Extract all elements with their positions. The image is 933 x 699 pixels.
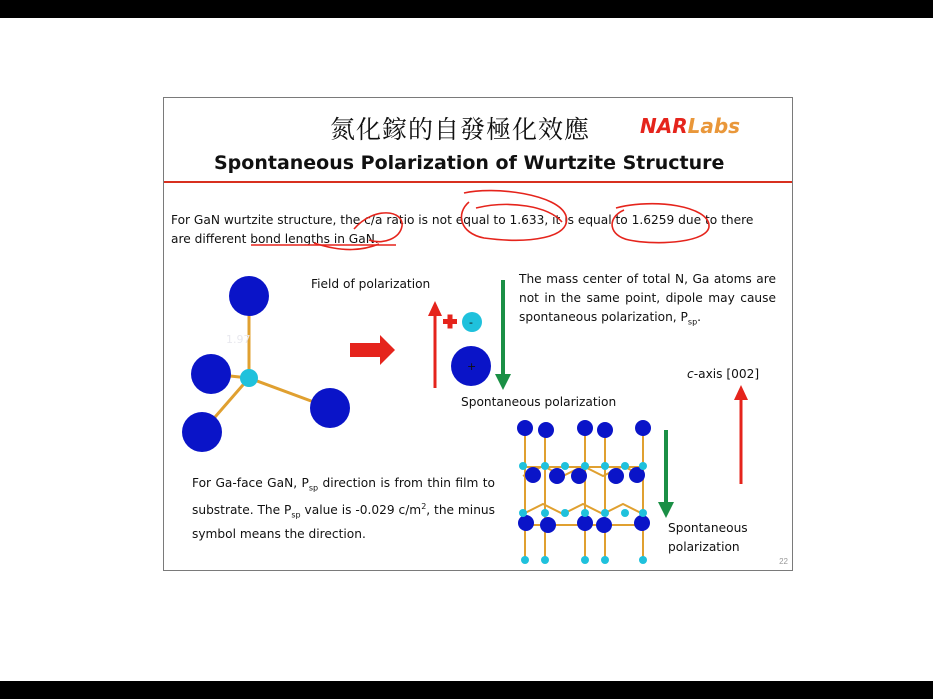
n-atom: [182, 412, 222, 452]
ga-atom: [561, 462, 569, 470]
spontaneous-polarization-label: Spontaneous polarization: [461, 395, 617, 409]
red-up-arrowhead: [428, 301, 442, 316]
ga-atom: [519, 509, 527, 517]
slide-graphics: [164, 98, 793, 571]
n-atom: [571, 468, 587, 484]
annotation-underline-2: [314, 243, 379, 250]
ga-atom: [639, 556, 647, 564]
ga-atom: [519, 462, 527, 470]
n-atom: [577, 420, 593, 436]
n-atom: [518, 515, 534, 531]
n-atom: [538, 422, 554, 438]
ga-atom: [541, 556, 549, 564]
ga-atom: [601, 509, 609, 517]
n-atom: [634, 515, 650, 531]
ga-atom: [561, 509, 569, 517]
mass-center-text: The mass center of total N, Ga atoms are not in the same point, dipole may cause spontaneous polarization, $P_{sp}$.: [519, 272, 776, 327]
annotation-circle-ca: [354, 213, 402, 242]
ga-atom: [581, 462, 589, 470]
n-atom: [525, 467, 541, 483]
ga-atom: [639, 509, 647, 517]
n-atom: [597, 422, 613, 438]
bottom-letterbox-bar: [0, 681, 933, 699]
n-atom: [191, 354, 231, 394]
minus-sign: -: [469, 316, 473, 329]
intro-line-1: For GaN wurtzite structure, the c/a ratio is not equal to 1.633, it is equal to 1.6259 due to there: [171, 213, 754, 227]
narlabs-logo: NARLabs: [640, 114, 741, 138]
ga-atom: [240, 369, 258, 387]
ga-atom: [581, 556, 589, 564]
c-axis-label: c-axis [002]: [687, 367, 760, 381]
plus-icon-vertical: [448, 315, 453, 329]
n-atom: [310, 388, 350, 428]
ga-atom: [541, 509, 549, 517]
ga-atom: [541, 462, 549, 470]
n-atom: [540, 517, 556, 533]
ga-atom: [621, 509, 629, 517]
ga-atom: [621, 462, 629, 470]
block-arrow-icon: [350, 335, 395, 365]
dipole-figure: [428, 280, 511, 390]
wurtzite-lattice: [521, 428, 645, 562]
intro-line-2: are different bond lengths in GaN.: [171, 232, 379, 246]
ga-atom: [521, 556, 529, 564]
n-atom: [229, 276, 269, 316]
n-atom: [549, 468, 565, 484]
ga-atom: [601, 556, 609, 564]
tetrahedral-structure: [182, 276, 350, 452]
c-axis-arrowhead: [734, 385, 748, 400]
n-atom: [608, 468, 624, 484]
top-letterbox-bar: [0, 0, 933, 18]
field-of-polarization-label: Field of polarization: [311, 277, 431, 291]
page-number: 22: [779, 557, 788, 566]
n-atom: [635, 420, 651, 436]
ga-atom: [601, 462, 609, 470]
n-atom: [596, 517, 612, 533]
ga-face-description: For Ga-face GaN, $P_{sp}$ direction is from thin film to substrate. The $P_{sp}$ value is -0.029 $c/m^2$, the minus symbol means the direction.: [192, 476, 495, 541]
spontaneous-polarization-label-2: Spontaneous polarization: [668, 521, 748, 554]
presentation-slide: [163, 97, 793, 571]
green-down-arrowhead: [495, 374, 511, 390]
annotation-circle-16259: [612, 204, 709, 243]
hand-drawn-annotations: [251, 191, 709, 250]
slide-title-english: Spontaneous Polarization of Wurtzite Structure: [214, 152, 725, 174]
plus-sign: +: [467, 360, 477, 373]
bond-length-label: 1.97: [226, 333, 251, 346]
annotation-circle-ratio: [461, 191, 566, 241]
n-atom: [517, 420, 533, 436]
n-atom: [577, 515, 593, 531]
ga-atom: [639, 462, 647, 470]
slide-title-chinese: 氮化鎵的自發極化效應: [330, 115, 591, 144]
ga-atom: [581, 509, 589, 517]
annotation-circle-ratio-inner: [476, 204, 562, 222]
lattice-green-arrowhead: [658, 502, 674, 518]
